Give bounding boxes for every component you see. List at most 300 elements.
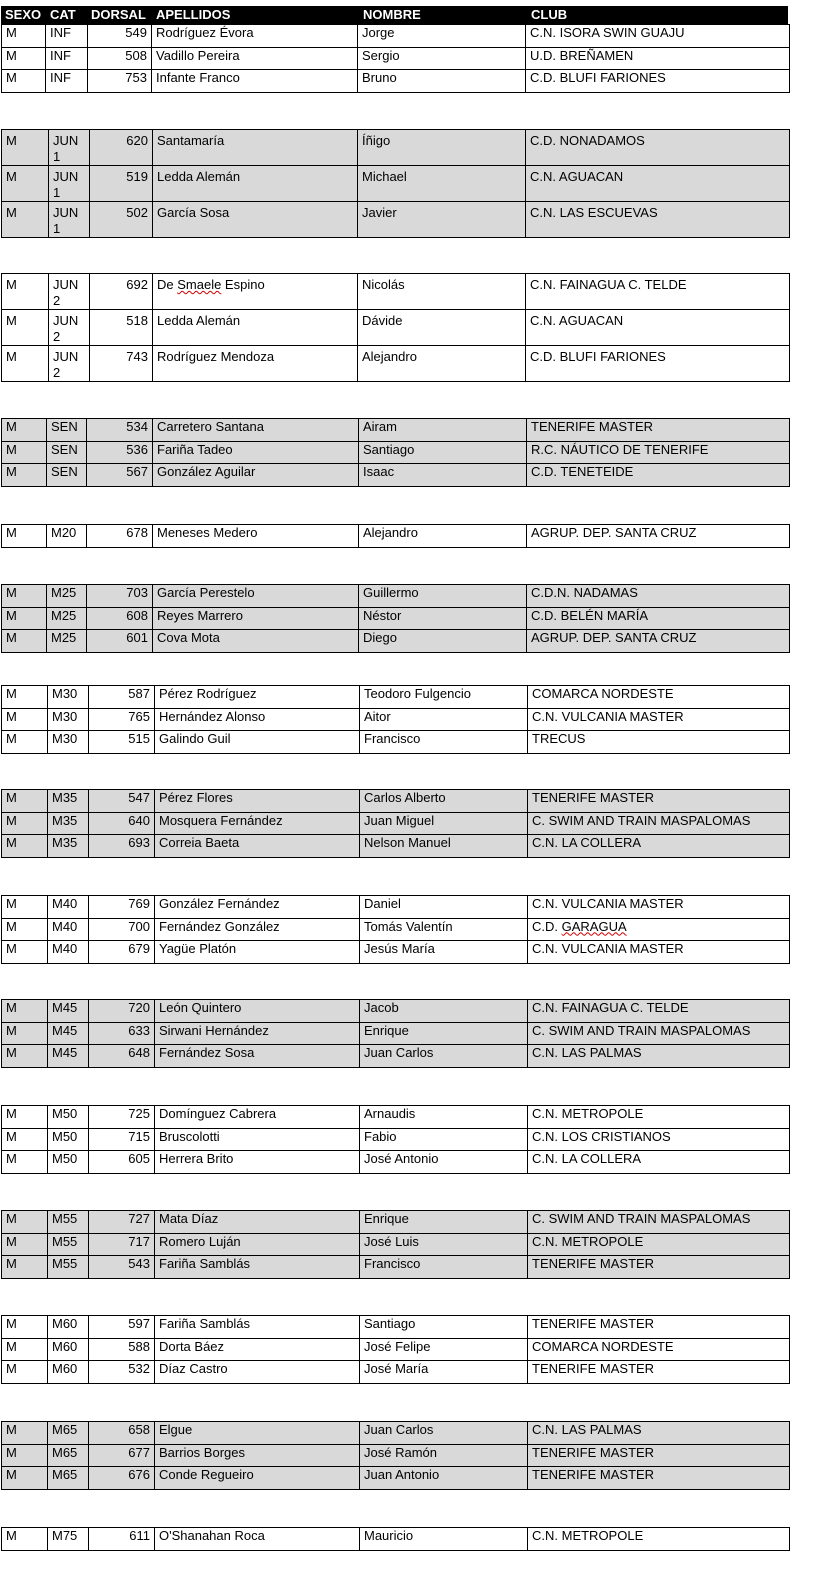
cell-cat: M45 (48, 1045, 89, 1068)
cell-cat: JUN 1 (49, 166, 90, 202)
cell-apellidos: Rodríguez Évora (152, 25, 358, 48)
cell-dorsal: 605 (89, 1151, 155, 1174)
cell-nombre: José Luis (360, 1233, 528, 1256)
cell-dorsal: 717 (89, 1233, 155, 1256)
cell-nombre: Nicolás (358, 274, 526, 310)
cell-dorsal: 676 (89, 1467, 155, 1490)
cell-dorsal: 601 (87, 630, 153, 653)
table-row (2, 419, 790, 442)
cell-sexo: M (2, 166, 49, 202)
table-row (2, 941, 790, 964)
category-group-table (1, 1210, 790, 1279)
cell-cat: M40 (48, 918, 89, 941)
table-row (2, 1233, 790, 1256)
cell-apellidos: Vadillo Pereira (152, 47, 358, 70)
header-dorsal: DORSAL (91, 7, 146, 22)
table-header (1, 6, 788, 24)
cell-nombre: Teodoro Fulgencio (360, 686, 528, 709)
cell-cat: M50 (48, 1128, 89, 1151)
cell-dorsal: 532 (89, 1361, 155, 1384)
cell-sexo: M (2, 346, 49, 382)
cell-cat: M25 (47, 585, 87, 608)
cell-cat: M45 (48, 1022, 89, 1045)
cell-apellidos: Ledda Alemán (153, 310, 358, 346)
cell-apellidos: Herrera Brito (155, 1151, 360, 1174)
cell-nombre: Santiago (360, 1316, 528, 1339)
cell-sexo: M (2, 1151, 48, 1174)
cell-dorsal: 597 (89, 1316, 155, 1339)
cell-sexo: M (2, 1338, 48, 1361)
cell-nombre: Francisco (360, 1256, 528, 1279)
cell-sexo: M (2, 202, 49, 238)
cell-apellidos: León Quintero (155, 1000, 360, 1023)
cell-cat: M50 (48, 1151, 89, 1174)
cell-dorsal: 720 (89, 1000, 155, 1023)
table-row (2, 708, 790, 731)
cell-dorsal: 727 (89, 1211, 155, 1234)
header-cat: CAT (50, 7, 76, 22)
cell-cat: JUN 2 (49, 274, 90, 310)
cell-dorsal: 547 (89, 790, 155, 813)
cell-dorsal: 543 (89, 1256, 155, 1279)
cell-club: C.N. LAS PALMAS (528, 1045, 790, 1068)
category-group-table (1, 273, 790, 382)
table-row (2, 70, 790, 93)
cell-club: C.N. VULCANIA MASTER (528, 941, 790, 964)
cell-cat: M65 (48, 1422, 89, 1445)
table-row (2, 731, 790, 754)
table-row (2, 1316, 790, 1339)
cell-nombre: Juan Miguel (360, 812, 528, 835)
cell-cat: INF (46, 25, 88, 48)
cell-club: C. SWIM AND TRAIN MASPALOMAS (528, 1211, 790, 1234)
cell-nombre: Aitor (360, 708, 528, 731)
cell-sexo: M (2, 1000, 48, 1023)
cell-cat: M55 (48, 1233, 89, 1256)
table-row (2, 1467, 790, 1490)
cell-apellidos: González Fernández (155, 896, 360, 919)
cell-dorsal: 640 (89, 812, 155, 835)
cell-nombre: Francisco (360, 731, 528, 754)
cell-club: TENERIFE MASTER (528, 1316, 790, 1339)
cell-sexo: M (2, 419, 47, 442)
cell-sexo: M (2, 70, 46, 93)
table-row (2, 525, 790, 548)
cell-cat: M45 (48, 1000, 89, 1023)
cell-dorsal: 715 (89, 1128, 155, 1151)
cell-dorsal: 567 (87, 464, 153, 487)
cell-cat: M65 (48, 1444, 89, 1467)
cell-nombre: Alejandro (359, 525, 527, 548)
cell-nombre: Tomás Valentín (360, 918, 528, 941)
cell-nombre: Juan Carlos (360, 1422, 528, 1445)
cell-dorsal: 611 (89, 1528, 155, 1551)
cell-nombre: Javier (358, 202, 526, 238)
table-row (2, 812, 790, 835)
cell-dorsal: 549 (88, 25, 152, 48)
cell-club: TENERIFE MASTER (528, 1444, 790, 1467)
cell-club: TENERIFE MASTER (528, 1256, 790, 1279)
cell-club: C. SWIM AND TRAIN MASPALOMAS (528, 812, 790, 835)
cell-apellidos: Conde Regueiro (155, 1467, 360, 1490)
cell-sexo: M (2, 630, 47, 653)
cell-cat: M35 (48, 835, 89, 858)
cell-dorsal: 693 (89, 835, 155, 858)
cell-sexo: M (2, 1022, 48, 1045)
cell-sexo: M (2, 607, 47, 630)
category-group-table (1, 789, 790, 858)
table-row (2, 130, 790, 166)
table-row (2, 1000, 790, 1023)
table-row (2, 1211, 790, 1234)
cell-dorsal: 519 (90, 166, 153, 202)
cell-club: TENERIFE MASTER (528, 1467, 790, 1490)
cell-sexo: M (2, 918, 48, 941)
cell-dorsal: 536 (87, 441, 153, 464)
category-group-table (1, 999, 790, 1068)
table-row (2, 346, 790, 382)
table-row (2, 790, 790, 813)
cell-club: AGRUP. DEP. SANTA CRUZ (527, 630, 790, 653)
cell-apellidos: Dorta Báez (155, 1338, 360, 1361)
cell-dorsal: 658 (89, 1422, 155, 1445)
cell-cat: INF (46, 47, 88, 70)
cell-dorsal: 502 (90, 202, 153, 238)
table-row (2, 1338, 790, 1361)
cell-nombre: Juan Antonio (360, 1467, 528, 1490)
table-row (2, 1151, 790, 1174)
cell-apellidos: Carretero Santana (153, 419, 359, 442)
table-row (2, 274, 790, 310)
cell-club: C.N. FAINAGUA C. TELDE (528, 1000, 790, 1023)
cell-dorsal: 620 (90, 130, 153, 166)
cell-cat: SEN (47, 419, 87, 442)
cell-sexo: M (2, 585, 47, 608)
cell-club: C.D. GARAGUA (528, 918, 790, 941)
category-group-table (1, 418, 790, 487)
cell-club: C.N. METROPOLE (528, 1106, 790, 1129)
cell-dorsal: 703 (87, 585, 153, 608)
cell-sexo: M (2, 464, 47, 487)
cell-dorsal: 769 (89, 896, 155, 919)
table-row (2, 585, 790, 608)
cell-sexo: M (2, 790, 48, 813)
cell-cat: M35 (48, 812, 89, 835)
cell-cat: M60 (48, 1361, 89, 1384)
cell-club: C.D. TENETEIDE (527, 464, 790, 487)
table-row (2, 1528, 790, 1551)
cell-apellidos: Mosquera Fernández (155, 812, 360, 835)
category-group-table (1, 24, 790, 93)
cell-nombre: José María (360, 1361, 528, 1384)
cell-apellidos: De Smaele Espino (153, 274, 358, 310)
table-row (2, 202, 790, 238)
cell-dorsal: 534 (87, 419, 153, 442)
cell-sexo: M (2, 896, 48, 919)
cell-club: C.D. NONADAMOS (526, 130, 790, 166)
cell-nombre: José Felipe (360, 1338, 528, 1361)
table-row (2, 25, 790, 48)
cell-dorsal: 679 (89, 941, 155, 964)
table-row (2, 47, 790, 70)
cell-nombre: Diego (359, 630, 527, 653)
cell-cat: M55 (48, 1211, 89, 1234)
cell-dorsal: 587 (89, 686, 155, 709)
cell-sexo: M (2, 812, 48, 835)
cell-nombre: Airam (359, 419, 527, 442)
cell-club: C.N. VULCANIA MASTER (528, 896, 790, 919)
cell-sexo: M (2, 708, 48, 731)
category-group-table (1, 1527, 790, 1551)
cell-nombre: Néstor (359, 607, 527, 630)
cell-dorsal: 678 (87, 525, 153, 548)
cell-cat: SEN (47, 464, 87, 487)
cell-sexo: M (2, 1361, 48, 1384)
cell-dorsal: 648 (89, 1045, 155, 1068)
header-sexo: SEXO (5, 7, 42, 22)
cell-club: C.N. LA COLLERA (528, 1151, 790, 1174)
category-group-table (1, 1315, 790, 1384)
cell-nombre: Jorge (358, 25, 526, 48)
cell-apellidos: Fariña Samblás (155, 1316, 360, 1339)
table-row (2, 1361, 790, 1384)
cell-apellidos: García Sosa (153, 202, 358, 238)
cell-club: R.C. NÁUTICO DE TENERIFE (527, 441, 790, 464)
cell-cat: M60 (48, 1338, 89, 1361)
cell-cat: M60 (48, 1316, 89, 1339)
cell-apellidos: Ledda Alemán (153, 166, 358, 202)
cell-dorsal: 765 (89, 708, 155, 731)
cell-dorsal: 677 (89, 1444, 155, 1467)
cell-apellidos: Barrios Borges (155, 1444, 360, 1467)
cell-sexo: M (2, 1444, 48, 1467)
table-row (2, 607, 790, 630)
cell-club: COMARCA NORDESTE (528, 686, 790, 709)
cell-apellidos: Díaz Castro (155, 1361, 360, 1384)
cell-nombre: Dávide (358, 310, 526, 346)
cell-sexo: M (2, 47, 46, 70)
cell-sexo: M (2, 1211, 48, 1234)
cell-sexo: M (2, 441, 47, 464)
cell-nombre: Bruno (358, 70, 526, 93)
category-group-table (1, 129, 790, 238)
cell-dorsal: 508 (88, 47, 152, 70)
cell-club: C.N. METROPOLE (528, 1528, 790, 1551)
category-group-table (1, 524, 790, 548)
cell-nombre: Daniel (360, 896, 528, 919)
cell-cat: M30 (48, 686, 89, 709)
cell-cat: JUN 2 (49, 346, 90, 382)
table-row (2, 630, 790, 653)
cell-nombre: Íñigo (358, 130, 526, 166)
table-row (2, 686, 790, 709)
cell-cat: M25 (47, 607, 87, 630)
cell-nombre: Carlos Alberto (360, 790, 528, 813)
cell-apellidos: Fariña Tadeo (153, 441, 359, 464)
cell-club: TENERIFE MASTER (528, 790, 790, 813)
cell-cat: M65 (48, 1467, 89, 1490)
cell-sexo: M (2, 274, 49, 310)
cell-apellidos: Reyes Marrero (153, 607, 359, 630)
cell-cat: M30 (48, 731, 89, 754)
cell-cat: M25 (47, 630, 87, 653)
cell-dorsal: 633 (89, 1022, 155, 1045)
cell-sexo: M (2, 310, 49, 346)
table-row (2, 835, 790, 858)
cell-club: C.N. AGUACAN (526, 166, 790, 202)
cell-apellidos: O'Shanahan Roca (155, 1528, 360, 1551)
cell-dorsal: 700 (89, 918, 155, 941)
cell-apellidos: García Perestelo (153, 585, 359, 608)
cell-club: C.D. BLUFI FARIONES (526, 346, 790, 382)
cell-club: C.N. VULCANIA MASTER (528, 708, 790, 731)
cell-apellidos: Bruscolotti (155, 1128, 360, 1151)
cell-nombre: Santiago (359, 441, 527, 464)
cell-nombre: Jesús María (360, 941, 528, 964)
header-club: CLUB (531, 7, 568, 22)
cell-apellidos: Pérez Flores (155, 790, 360, 813)
cell-dorsal: 518 (90, 310, 153, 346)
table-row (2, 166, 790, 202)
cell-cat: INF (46, 70, 88, 93)
cell-sexo: M (2, 1467, 48, 1490)
cell-cat: M50 (48, 1106, 89, 1129)
cell-apellidos: Sirwani Hernández (155, 1022, 360, 1045)
table-row (2, 310, 790, 346)
cell-sexo: M (2, 1128, 48, 1151)
table-row (2, 1256, 790, 1279)
header-nombre: NOMBRE (363, 7, 421, 22)
table-row (2, 1106, 790, 1129)
cell-cat: M30 (48, 708, 89, 731)
cell-sexo: M (2, 1422, 48, 1445)
cell-sexo: M (2, 731, 48, 754)
cell-apellidos: Domínguez Cabrera (155, 1106, 360, 1129)
cell-sexo: M (2, 1256, 48, 1279)
cell-apellidos: Fernández González (155, 918, 360, 941)
table-row (2, 1444, 790, 1467)
cell-club: U.D. BREÑAMEN (526, 47, 790, 70)
cell-cat: M40 (48, 941, 89, 964)
header-apellidos: APELLIDOS (156, 7, 231, 22)
cell-apellidos: Fernández Sosa (155, 1045, 360, 1068)
cell-club: TENERIFE MASTER (528, 1361, 790, 1384)
cell-club: C.N. METROPOLE (528, 1233, 790, 1256)
cell-sexo: M (2, 1316, 48, 1339)
cell-club: C.D.N. NADAMAS (527, 585, 790, 608)
cell-club: C.N. LAS PALMAS (528, 1422, 790, 1445)
cell-dorsal: 692 (90, 274, 153, 310)
cell-club: C.D. BELÉN MARÍA (527, 607, 790, 630)
cell-club: C.N. AGUACAN (526, 310, 790, 346)
cell-nombre: Mauricio (360, 1528, 528, 1551)
cell-cat: JUN 2 (49, 310, 90, 346)
cell-nombre: José Ramón (360, 1444, 528, 1467)
cell-sexo: M (2, 686, 48, 709)
cell-nombre: José Antonio (360, 1151, 528, 1174)
cell-club: AGRUP. DEP. SANTA CRUZ (527, 525, 790, 548)
cell-sexo: M (2, 1045, 48, 1068)
cell-cat: M20 (47, 525, 87, 548)
cell-apellidos: González Aguilar (153, 464, 359, 487)
table-row (2, 441, 790, 464)
cell-club: C.N. FAINAGUA C. TELDE (526, 274, 790, 310)
cell-nombre: Alejandro (358, 346, 526, 382)
cell-sexo: M (2, 130, 49, 166)
cell-nombre: Enrique (360, 1022, 528, 1045)
cell-sexo: M (2, 525, 47, 548)
cell-cat: SEN (47, 441, 87, 464)
cell-dorsal: 608 (87, 607, 153, 630)
cell-club: COMARCA NORDESTE (528, 1338, 790, 1361)
cell-apellidos: Galindo Guil (155, 731, 360, 754)
table-row (2, 1022, 790, 1045)
cell-apellidos: Rodríguez Mendoza (153, 346, 358, 382)
table-row (2, 1422, 790, 1445)
category-group-table (1, 1105, 790, 1174)
cell-club: C.D. BLUFI FARIONES (526, 70, 790, 93)
cell-dorsal: 725 (89, 1106, 155, 1129)
cell-nombre: Enrique (360, 1211, 528, 1234)
cell-apellidos: Hernández Alonso (155, 708, 360, 731)
cell-nombre: Fabio (360, 1128, 528, 1151)
cell-nombre: Jacob (360, 1000, 528, 1023)
cell-apellidos: Santamaría (153, 130, 358, 166)
cell-nombre: Sergio (358, 47, 526, 70)
cell-apellidos: Fariña Samblás (155, 1256, 360, 1279)
cell-apellidos: Yagüe Platón (155, 941, 360, 964)
cell-nombre: Nelson Manuel (360, 835, 528, 858)
cell-club: C.N. LAS ESCUEVAS (526, 202, 790, 238)
category-group-table (1, 584, 790, 653)
cell-dorsal: 743 (90, 346, 153, 382)
cell-nombre: Arnaudis (360, 1106, 528, 1129)
cell-apellidos: Pérez Rodríguez (155, 686, 360, 709)
table-row (2, 1045, 790, 1068)
cell-apellidos: Correia Baeta (155, 835, 360, 858)
cell-club: C. SWIM AND TRAIN MASPALOMAS (528, 1022, 790, 1045)
cell-club: TRECUS (528, 731, 790, 754)
cell-dorsal: 588 (89, 1338, 155, 1361)
cell-nombre: Michael (358, 166, 526, 202)
table-row (2, 464, 790, 487)
table-row (2, 896, 790, 919)
cell-sexo: M (2, 1233, 48, 1256)
cell-dorsal: 753 (88, 70, 152, 93)
cell-sexo: M (2, 1528, 48, 1551)
cell-apellidos: Elgue (155, 1422, 360, 1445)
cell-cat: M75 (48, 1528, 89, 1551)
cell-sexo: M (2, 941, 48, 964)
cell-club: C.N. ISORA SWIN GUAJU (526, 25, 790, 48)
table-row (2, 1128, 790, 1151)
cell-apellidos: Meneses Medero (153, 525, 359, 548)
cell-apellidos: Romero Luján (155, 1233, 360, 1256)
cell-cat: M55 (48, 1256, 89, 1279)
cell-cat: JUN 1 (49, 130, 90, 166)
cell-apellidos: Mata Díaz (155, 1211, 360, 1234)
cell-club: TENERIFE MASTER (527, 419, 790, 442)
cell-cat: JUN 1 (49, 202, 90, 238)
cell-apellidos: Cova Mota (153, 630, 359, 653)
category-group-table (1, 1421, 790, 1490)
cell-nombre: Isaac (359, 464, 527, 487)
category-group-table (1, 685, 790, 754)
cell-sexo: M (2, 25, 46, 48)
cell-apellidos: Infante Franco (152, 70, 358, 93)
cell-nombre: Guillermo (359, 585, 527, 608)
cell-dorsal: 515 (89, 731, 155, 754)
